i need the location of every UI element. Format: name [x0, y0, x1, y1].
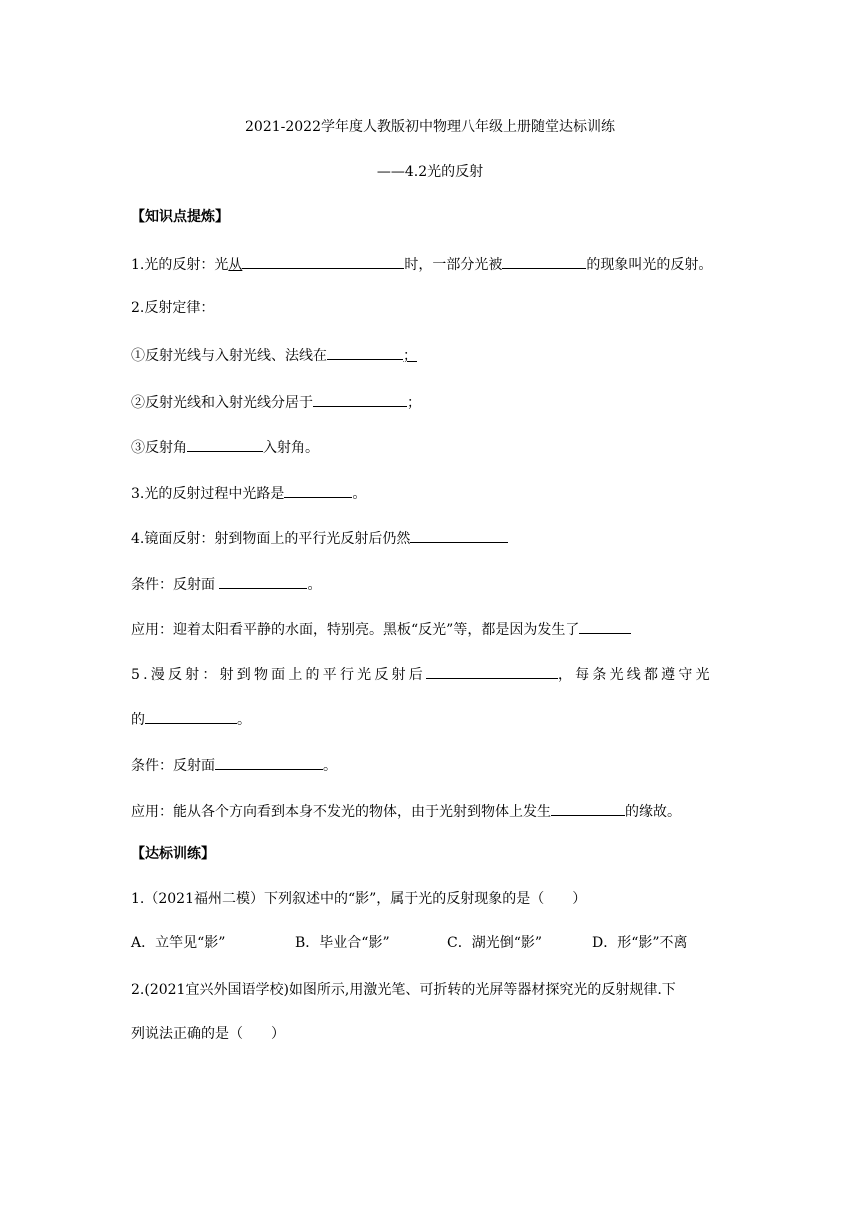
- answer-blank[interactable]: [579, 617, 631, 634]
- knowledge-item-5-condition: 条件：反射面 。: [131, 753, 337, 776]
- option-b[interactable]: B．毕业合“影”: [295, 935, 390, 951]
- knowledge-item-5-application: 应用：能从各个方向看到本身不发光的物体，由于光射到物体上发生 的缘故。: [131, 799, 681, 822]
- knowledge-item-4: 4.镜面反射：射到物面上的平行光反射后仍然: [131, 526, 508, 549]
- question-1-options: [131, 933, 688, 953]
- answer-blank[interactable]: [187, 435, 263, 452]
- answer-blank[interactable]: [426, 662, 558, 679]
- answer-blank[interactable]: [327, 343, 403, 360]
- answer-blank[interactable]: [551, 799, 625, 816]
- answer-blank[interactable]: [219, 572, 307, 589]
- answer-blank[interactable]: [215, 753, 323, 770]
- question-1: 1.（2021福州二模）下列叙述中的“影”，属于光的反射现象的是（ ）: [131, 891, 587, 907]
- document-title: 2021-2022学年度人教版初中物理八年级上册随堂达标训练: [245, 119, 615, 135]
- knowledge-item-2: 2.反射定律：: [131, 300, 215, 316]
- answer-blank[interactable]: [313, 390, 407, 407]
- knowledge-item-2b: ②反射光线和入射光线分居于 ；: [131, 390, 421, 413]
- option-a[interactable]: A．立竿见“影”: [131, 935, 226, 951]
- answer-blank[interactable]: [502, 252, 586, 269]
- answer-blank[interactable]: [242, 252, 404, 269]
- option-d[interactable]: D．形“影”不离: [592, 935, 688, 951]
- answer-blank[interactable]: [145, 707, 237, 724]
- knowledge-item-3: 3.光的反射过程中光路是 。: [131, 481, 366, 504]
- knowledge-item-4-application: 应用：迎着太阳看平静的水面，特别亮。黑板“反光”等，都是因为发生了: [131, 617, 631, 640]
- knowledge-item-5: 5.漫反射：射到物面上的平行光反射后 ，每条光线都遵守光: [131, 662, 713, 685]
- question-2-line-1: 2.(2021宜兴外国语学校)如图所示,用激光笔、可折转的光屏等器材探究光的反射规律.下: [131, 982, 676, 998]
- knowledge-item-1: 1.光的反射：光从 时，一部分光被 的现象叫光的反射。: [131, 252, 712, 275]
- knowledge-item-4-condition: 条件：反射面 。: [131, 572, 321, 595]
- knowledge-item-5-cont: 的 。: [131, 707, 251, 730]
- document-subtitle: ——4.2光的反射: [376, 164, 484, 180]
- option-c[interactable]: C．湖光倒“影”: [447, 935, 543, 951]
- knowledge-item-2c: ③反射角 入射角。: [131, 435, 319, 458]
- knowledge-item-2a: ①反射光线与入射光线、法线在 ；: [131, 343, 417, 366]
- answer-blank[interactable]: [410, 526, 508, 543]
- question-2-line-2: 列说法正确的是（ ）: [131, 1026, 285, 1042]
- answer-blank[interactable]: [284, 481, 352, 498]
- section-heading-knowledge: 【知识点提炼】: [131, 209, 229, 225]
- section-heading-training: 【达标训练】: [131, 846, 215, 862]
